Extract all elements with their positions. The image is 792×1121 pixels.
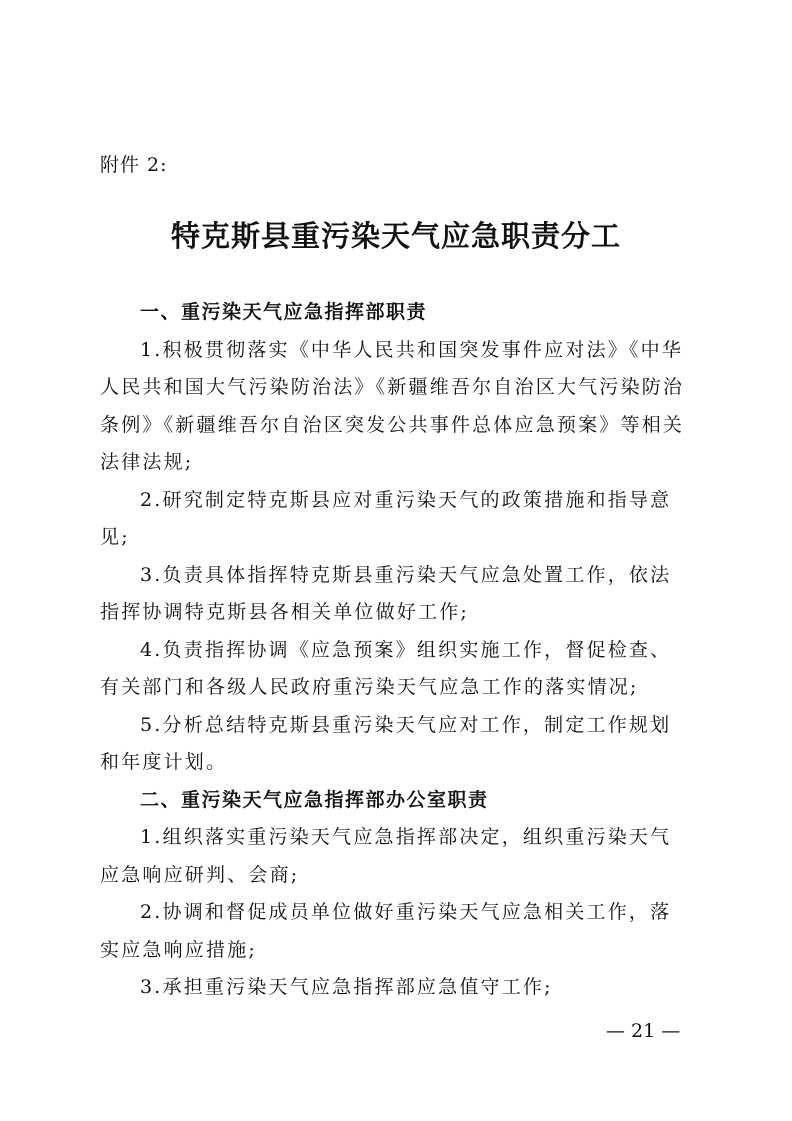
list-item: 4.负责指挥协调《应急预案》组织实施工作，督促检查、有关部门和各级人民政府重污染天气应急工作的落实情况; xyxy=(100,638,672,698)
list-item: 5.分析总结特克斯县重污染天气应对工作，制定工作规划和年度计划。 xyxy=(100,713,672,773)
attachment-label: 附件 2: xyxy=(100,154,168,176)
section-heading: 二、重污染天气应急指挥部办公室职责 xyxy=(140,788,489,811)
list-item: 3.承担重污染天气应急指挥部应急值守工作; xyxy=(140,976,553,998)
section-heading: 一、重污染天气应急指挥部职责 xyxy=(140,301,428,323)
list-item: 3.负责具体指挥特克斯县重污染天气应急处置工作，依法指挥协调特克斯县各相关单位做好工作; xyxy=(100,563,672,623)
document-title: 特克斯县重污染天气应急职责分工 xyxy=(170,219,621,253)
list-item: 2.研究制定特克斯县应对重污染天气的政策措施和指导意见; xyxy=(100,488,672,548)
list-item: 2.协调和督促成员单位做好重污染天气应急相关工作，落实应急响应措施; xyxy=(100,901,672,961)
page-number: — 21 — xyxy=(606,1020,681,1042)
list-item: 1.积极贯彻落实《中华人民共和国突发事件应对法》《中华人民共和国大气污染防治法》《新疆维吾尔自治区大气污染防治条例》《新疆维吾尔自治区突发公共事件总体应急预案》等相关法律法规; xyxy=(100,338,685,473)
list-item: 1.组织落实重污染天气应急指挥部决定，组织重污染天气应急响应研判、会商; xyxy=(100,826,672,886)
document-body xyxy=(100,294,690,1007)
